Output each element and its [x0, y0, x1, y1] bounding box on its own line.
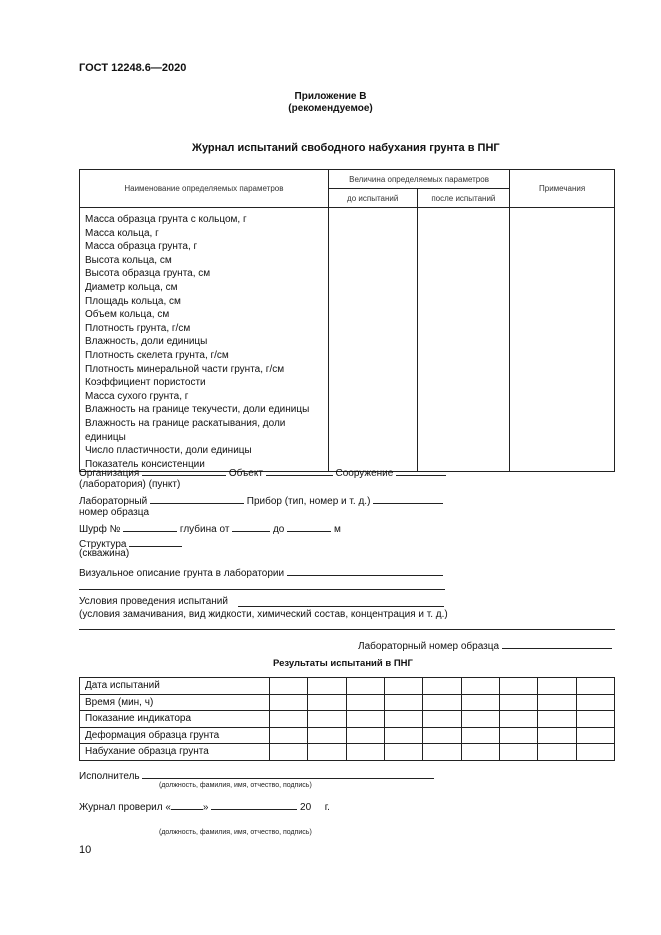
structure-label: Сооружение [335, 468, 394, 479]
conditions-label: Условия проведения испытаний [79, 596, 228, 607]
row-label: Время (мин, ч) [80, 694, 270, 711]
organization-field[interactable] [142, 466, 226, 476]
list-item: Число пластичности, доли единицы [85, 445, 252, 457]
table-cell[interactable] [270, 694, 308, 711]
table-cell[interactable] [461, 678, 499, 695]
table-cell[interactable] [499, 694, 537, 711]
col-after-header: после испытаний [417, 189, 510, 208]
list-item: Масса образца грунта, г [85, 241, 198, 253]
depth-from-field[interactable] [232, 522, 270, 532]
executor-row [79, 769, 434, 782]
table-cell[interactable] [384, 678, 422, 695]
table-cell[interactable] [346, 678, 384, 695]
table-cell[interactable] [538, 678, 576, 695]
lab-field[interactable] [150, 494, 244, 504]
lab-sample-no-label: Лабораторный номер образца [358, 641, 500, 652]
list-item: Масса кольца, г [85, 227, 159, 239]
page-number: 10 [79, 844, 92, 856]
sample-no-label: номер образца [79, 507, 150, 518]
table-cell[interactable] [423, 678, 461, 695]
table-cell[interactable] [423, 727, 461, 744]
list-item: Влажность на границе раскатывания, доли единицы [85, 417, 286, 443]
list-item: Плотность минеральной части грунта, г/см [85, 363, 285, 375]
table-cell[interactable] [461, 711, 499, 728]
table-cell[interactable] [423, 744, 461, 761]
structure2-field[interactable] [129, 537, 182, 547]
col-notes-header: Примечания [510, 170, 615, 208]
list-item: Объем кольца, см [85, 309, 170, 321]
device-label: Прибор (тип, номер и т. д.) [246, 496, 371, 507]
table-row [80, 727, 615, 744]
row-label: Набухание образца грунта [80, 744, 270, 761]
list-item: Площадь кольца, см [85, 295, 181, 307]
table-cell[interactable] [538, 711, 576, 728]
year-label: 20 [300, 802, 312, 813]
visual-field-line-2[interactable] [79, 589, 445, 590]
table-cell[interactable] [576, 678, 614, 695]
before-values-cell[interactable] [328, 208, 417, 472]
table-cell[interactable] [499, 678, 537, 695]
form-row-lab-sample [358, 639, 612, 652]
form-row-pit [79, 522, 341, 535]
row-label: Деформация образца грунта [80, 727, 270, 744]
table-cell[interactable] [270, 678, 308, 695]
list-item: Масса образца грунта с кольцом, г [85, 214, 247, 225]
lab-sample-no-field[interactable] [502, 639, 612, 649]
table-cell[interactable] [346, 727, 384, 744]
depth-from-label: глубина от [179, 524, 230, 535]
col-before-header: до испытаний [328, 189, 417, 208]
meter-label: м [333, 524, 341, 535]
table-cell[interactable] [461, 727, 499, 744]
borehole-label: (скважина) [79, 548, 130, 559]
list-item: Влажность, доли единицы [85, 336, 208, 348]
standard-header: ГОСТ 12248.6—2020 [79, 62, 187, 74]
conditions-field[interactable] [238, 606, 444, 607]
list-item: Влажность на границе текучести, доли единицы [85, 404, 310, 416]
table-cell[interactable] [538, 727, 576, 744]
table-cell[interactable] [346, 744, 384, 761]
executor-label: Исполнитель [79, 771, 140, 782]
table-cell[interactable] [308, 694, 346, 711]
journal-title: Журнал испытаний свободного набухания грунта в ПНГ [192, 142, 500, 154]
notes-cell[interactable] [510, 208, 615, 472]
executor-field[interactable] [142, 769, 434, 779]
checked-day-field[interactable] [171, 800, 203, 810]
table-cell[interactable] [499, 711, 537, 728]
depth-to-field[interactable] [287, 522, 331, 532]
table-cell[interactable] [538, 694, 576, 711]
checked-close-quote: » [202, 802, 209, 813]
table-cell[interactable] [384, 727, 422, 744]
table-cell[interactable] [384, 711, 422, 728]
table-cell[interactable] [576, 694, 614, 711]
form-row-lab [79, 494, 443, 507]
table-cell[interactable] [270, 744, 308, 761]
conditions-field-line-2[interactable] [79, 629, 615, 630]
device-field[interactable] [373, 494, 443, 504]
col-params-header: Наименование определяемых параметров [80, 170, 329, 208]
table-row [80, 694, 615, 711]
lab-label: Лабораторный [79, 496, 148, 507]
table-row [80, 678, 615, 695]
table-cell[interactable] [270, 727, 308, 744]
col-values-header: Величина определяемых параметров [328, 170, 509, 189]
parameters-table [79, 169, 615, 472]
table-cell[interactable] [499, 744, 537, 761]
table-cell[interactable] [346, 711, 384, 728]
list-item: Коэффициент пористости [85, 377, 206, 389]
results-table [79, 677, 615, 761]
checked-note: (должность, фамилия, имя, отчество, подпись) [159, 829, 312, 836]
table-cell[interactable] [308, 744, 346, 761]
object-label: Объект [228, 468, 263, 479]
pit-label: Шурф № [79, 524, 121, 535]
visual-field[interactable] [287, 566, 443, 576]
table-cell[interactable] [461, 694, 499, 711]
appendix-title: Приложение В [294, 91, 367, 102]
params-list [80, 208, 329, 472]
year-suffix: г. [324, 802, 330, 813]
year-field[interactable] [314, 801, 322, 810]
table-row [80, 744, 615, 761]
table-cell[interactable] [270, 711, 308, 728]
conditions-note: (условия замачивания, вид жидкости, химический состав, концентрация и т. д.) [79, 609, 448, 620]
list-item: Плотность грунта, г/см [85, 322, 191, 334]
pit-field[interactable] [123, 522, 177, 532]
table-cell[interactable] [576, 727, 614, 744]
to-label: до [272, 524, 285, 535]
checked-month-field[interactable] [211, 800, 297, 810]
object-field[interactable] [266, 466, 333, 476]
visual-label: Визуальное описание грунта в лаборатории [79, 568, 285, 579]
row-label: Дата испытаний [80, 678, 270, 695]
table-cell[interactable] [576, 711, 614, 728]
list-item: Плотность скелета грунта, г/см [85, 349, 229, 361]
table-cell[interactable] [308, 711, 346, 728]
table-cell[interactable] [423, 711, 461, 728]
results-title: Результаты испытаний в ПНГ [273, 658, 413, 669]
table-cell[interactable] [346, 694, 384, 711]
appendix-subtitle: (рекомендуемое) [288, 103, 373, 114]
list-item: Высота кольца, см [85, 254, 172, 266]
list-item: Высота образца грунта, см [85, 268, 211, 280]
row-label: Показание индикатора [80, 711, 270, 728]
list-item: Диаметр кольца, см [85, 281, 178, 293]
after-values-cell[interactable] [417, 208, 510, 472]
table-cell[interactable] [384, 744, 422, 761]
form-row-visual [79, 566, 443, 579]
structure-field[interactable] [396, 466, 446, 476]
list-item: Показатель консистенции [85, 458, 205, 470]
list-item: Масса сухого грунта, г [85, 390, 189, 402]
table-cell[interactable] [499, 727, 537, 744]
lab-point-label: (лаборатория) (пункт) [79, 479, 181, 490]
table-cell[interactable] [384, 694, 422, 711]
form-row-organization [79, 466, 446, 479]
table-cell[interactable] [423, 694, 461, 711]
checked-row [79, 800, 330, 813]
table-cell[interactable] [308, 727, 346, 744]
organization-label: Организация [79, 468, 140, 479]
table-cell[interactable] [576, 744, 614, 761]
table-cell[interactable] [308, 678, 346, 695]
table-cell[interactable] [461, 744, 499, 761]
structure2-label: Структура [79, 539, 127, 550]
executor-note: (должность, фамилия, имя, отчество, подпись) [159, 782, 312, 789]
checked-label: Журнал проверил « [79, 802, 171, 813]
table-row [80, 711, 615, 728]
table-cell[interactable] [538, 744, 576, 761]
